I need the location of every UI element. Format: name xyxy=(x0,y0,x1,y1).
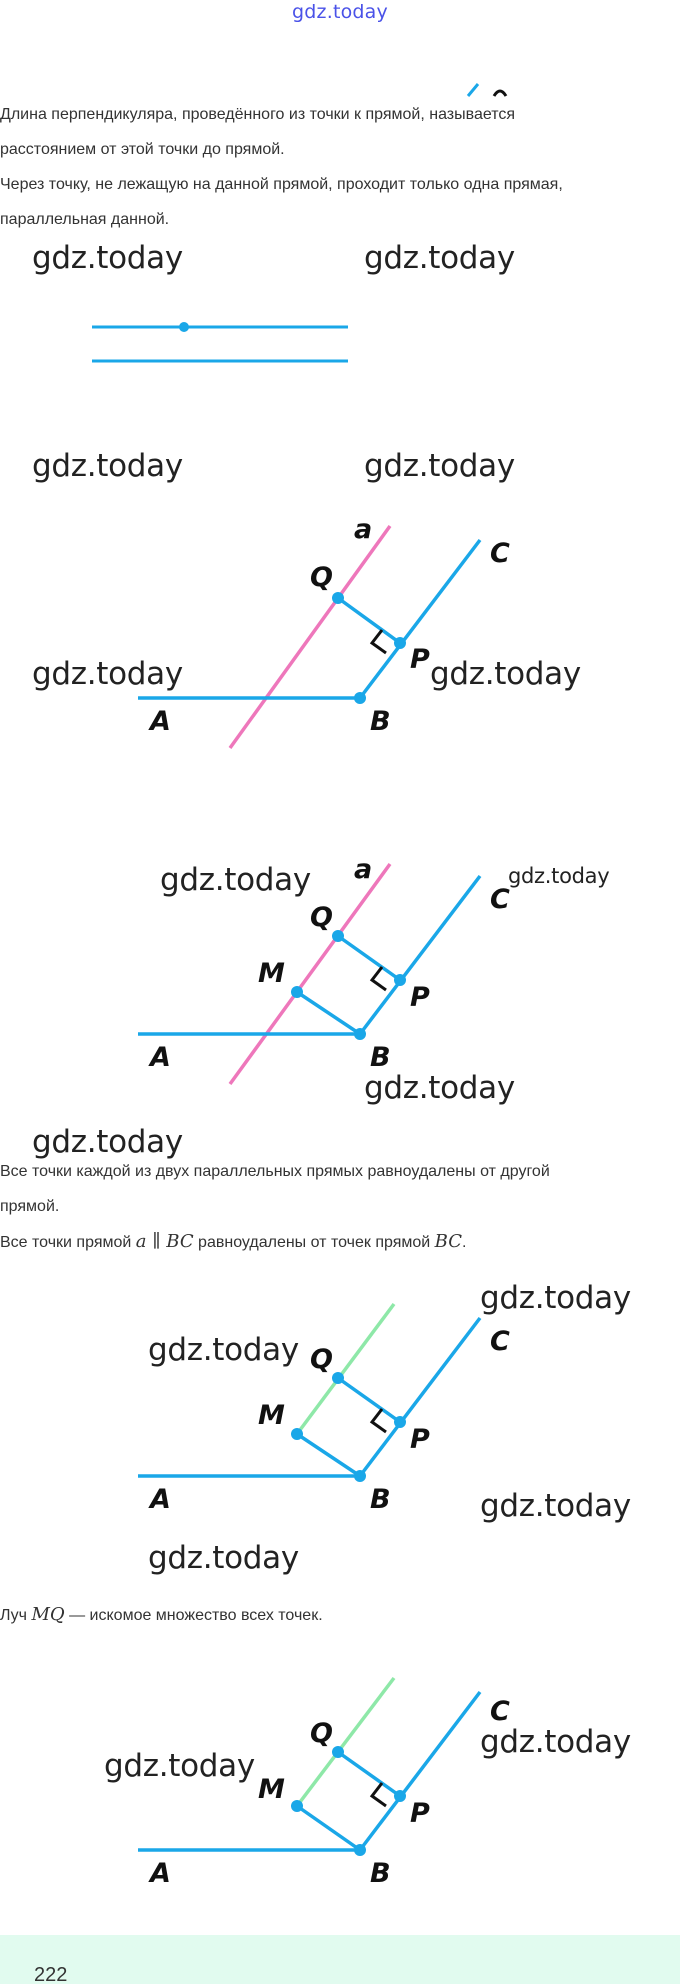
text-span: равноудалены от точек прямой xyxy=(193,1234,435,1251)
label-a-point: A xyxy=(150,1858,171,1889)
label-p: P xyxy=(410,1798,430,1829)
label-q: Q xyxy=(310,1718,333,1749)
text-span: . xyxy=(462,1234,467,1251)
label-q: Q xyxy=(310,562,333,593)
watermark: gdz.today xyxy=(480,1724,631,1760)
segment-QP xyxy=(338,598,400,643)
label-q: Q xyxy=(310,1344,333,1375)
label-a: a xyxy=(354,514,373,545)
point-b xyxy=(354,692,366,704)
point-q xyxy=(332,930,344,942)
figure-final xyxy=(0,1670,680,1890)
watermark: gdz.today xyxy=(32,656,183,692)
parallel-lines-paragraph xyxy=(0,1154,680,1260)
text-line: Все точки каждой из двух параллельных прямых равноудалены от другой xyxy=(0,1163,550,1180)
label-b: B xyxy=(370,1042,391,1073)
watermark: gdz.today xyxy=(160,862,311,898)
watermark: gdz.today xyxy=(480,1280,631,1316)
label-a: a xyxy=(354,854,373,885)
point-b xyxy=(354,1470,366,1482)
label-a-point: A xyxy=(150,1042,171,1073)
watermark: gdz.today xyxy=(32,240,183,276)
watermark: gdz.today xyxy=(32,448,183,484)
point-p xyxy=(394,974,406,986)
point-q xyxy=(332,592,344,604)
point-p xyxy=(394,637,406,649)
label-m: M xyxy=(258,1774,285,1805)
label-c: C xyxy=(490,884,510,915)
math-bc: BC xyxy=(434,1231,462,1252)
watermark: gdz.today xyxy=(364,448,515,484)
text-line: Длина перпендикуляра, проведённого из точки к прямой, называется xyxy=(0,106,516,123)
watermark: gdz.today xyxy=(32,1124,183,1160)
label-p: P xyxy=(410,1424,430,1455)
point-p xyxy=(394,1416,406,1428)
text-span: Луч xyxy=(0,1607,32,1624)
math-parallel: ∥ xyxy=(146,1231,167,1252)
point-b xyxy=(354,1844,366,1856)
text-line: параллельная данной. xyxy=(0,211,170,228)
math-mq: MQ xyxy=(31,1604,65,1625)
definition-paragraph xyxy=(0,97,680,237)
conclusion-paragraph xyxy=(0,1597,680,1633)
segment-QP xyxy=(338,1752,400,1796)
text-span: — искомое множество всех точек. xyxy=(64,1607,323,1624)
label-b: B xyxy=(370,1484,391,1515)
segment-MB xyxy=(297,1806,360,1850)
text-line: прямой. xyxy=(0,1198,60,1215)
label-p: P xyxy=(410,644,430,675)
watermark: gdz.today xyxy=(364,240,515,276)
text-line: Через точку, не лежащую на данной прямой, проходит только одна прямая, xyxy=(0,176,563,193)
math-bc: BC xyxy=(166,1231,194,1252)
text-line xyxy=(0,1597,680,1633)
label-a-point: A xyxy=(150,1484,171,1515)
label-b: B xyxy=(370,706,391,737)
label-m: M xyxy=(258,1400,285,1431)
point-m xyxy=(291,986,303,998)
point-q xyxy=(332,1746,344,1758)
watermark: gdz.today xyxy=(364,1070,515,1106)
label-p: P xyxy=(410,982,430,1013)
label-q: Q xyxy=(310,902,333,933)
watermark: gdz.today xyxy=(148,1540,299,1576)
watermark: gdz.today xyxy=(508,864,610,888)
text-line: расстоянием от этой точки до прямой. xyxy=(0,141,285,158)
label-c: C xyxy=(490,1696,510,1727)
segment-QP xyxy=(338,936,400,980)
next-task-number[interactable]: 222 xyxy=(34,1965,68,1984)
watermark: gdz.today xyxy=(104,1748,255,1784)
point xyxy=(179,322,189,332)
point-m xyxy=(291,1428,303,1440)
segment-MB xyxy=(297,992,360,1034)
math-a: a xyxy=(135,1231,147,1252)
next-task-band xyxy=(0,1935,680,1984)
parallel-lines-figure xyxy=(0,300,680,390)
point-m xyxy=(291,1800,303,1812)
text-line xyxy=(0,1224,680,1260)
watermark: gdz.today xyxy=(430,656,581,692)
label-c: C xyxy=(490,538,510,569)
segment-MB xyxy=(297,1434,360,1476)
label-c: C xyxy=(490,1326,510,1357)
line-a xyxy=(230,526,390,748)
text-span: Все точки прямой xyxy=(0,1234,136,1251)
point-p xyxy=(394,1790,406,1802)
segment-QP xyxy=(338,1378,400,1422)
label-b: B xyxy=(370,1858,391,1889)
label-a-point: A xyxy=(150,706,171,737)
point-q xyxy=(332,1372,344,1384)
watermark: gdz.today xyxy=(480,1488,631,1524)
figure-perpendicular xyxy=(0,510,680,760)
site-logo[interactable]: gdz.today xyxy=(292,1,388,23)
watermark: gdz.today xyxy=(148,1332,299,1368)
label-m: M xyxy=(258,958,285,989)
point-b xyxy=(354,1028,366,1040)
